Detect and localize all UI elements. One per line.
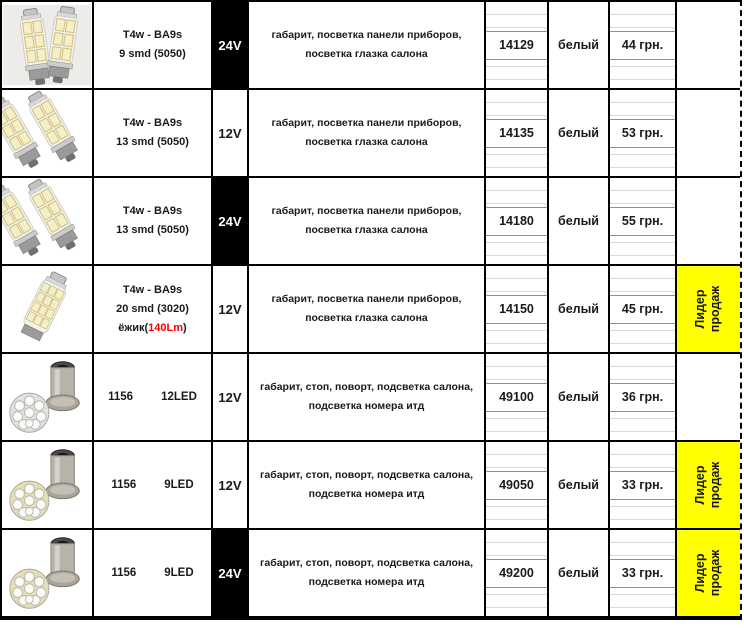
description-line: габарит, посветка панели приборов,	[271, 29, 462, 41]
leader-badge	[694, 550, 724, 596]
led-bulb-photo	[2, 267, 92, 351]
product-name-cell[interactable]	[94, 530, 213, 616]
description-cell[interactable]	[249, 266, 486, 352]
description-cell[interactable]	[249, 90, 486, 176]
description-cell[interactable]	[249, 442, 486, 528]
led-bulb-photo	[2, 91, 92, 175]
description-line: посветка глазка салона	[305, 48, 428, 60]
product-photo-cell[interactable]	[2, 90, 94, 176]
table-row	[2, 266, 740, 354]
product-model: T4w - BA9s	[122, 29, 183, 41]
voltage-label: 12V	[218, 477, 242, 493]
article-number: 49050	[499, 478, 534, 492]
product-name-cell[interactable]	[94, 442, 213, 528]
leader-badge	[694, 286, 724, 332]
article-value-box	[486, 471, 547, 500]
color-label: белый	[558, 566, 599, 580]
price-value-box	[610, 119, 675, 148]
price-value-box	[610, 471, 675, 500]
note-prefix: ёжик(	[118, 321, 149, 334]
price-value-box	[610, 207, 675, 236]
leader-cell[interactable]	[677, 178, 740, 264]
product-spec: 13 smd (5050)	[116, 136, 189, 148]
description-line: габарит, посветка панели приборов,	[271, 117, 462, 129]
product-spec: 20 smd (3020)	[116, 302, 189, 315]
description-line: подсветка номера итд	[308, 400, 425, 412]
description-line: подсветка номера итд	[308, 576, 425, 588]
led-count: 12LED	[161, 391, 197, 403]
article-number: 14150	[499, 302, 534, 316]
led-bulb-photo	[2, 443, 92, 527]
product-spec: 9 smd (5050)	[119, 48, 186, 60]
price-cell[interactable]	[610, 442, 677, 528]
color-label: белый	[558, 38, 599, 52]
led-bulb-photo	[2, 531, 92, 615]
price-cell[interactable]	[610, 2, 677, 88]
led-bulb-photo	[2, 355, 92, 439]
note-lumens: 140Lm	[148, 321, 184, 334]
description-line: габарит, стоп, поворт, подсветка салона,	[260, 557, 473, 569]
product-photo-cell[interactable]	[2, 178, 94, 264]
voltage-cell[interactable]	[213, 442, 249, 528]
article-number: 49200	[499, 566, 534, 580]
voltage-label: 12V	[218, 301, 242, 317]
product-model: T4w - BA9s	[122, 117, 183, 129]
product-photo-cell[interactable]	[2, 266, 94, 352]
product-model	[111, 479, 193, 491]
leader-line: продаж	[708, 461, 723, 509]
price-label: 36 грн.	[621, 390, 664, 404]
article-number: 14135	[499, 126, 534, 140]
color-label: белый	[558, 390, 599, 404]
voltage-label: 12V	[218, 389, 242, 405]
color-label: белый	[558, 214, 599, 228]
article-cell[interactable]	[486, 178, 549, 264]
leader-line: Лидер	[693, 289, 708, 329]
description-line: габарит, посветка панели приборов,	[271, 205, 462, 217]
price-label: 55 грн.	[621, 214, 664, 228]
price-value-box	[610, 295, 675, 324]
voltage-label: 24V	[218, 37, 242, 53]
led-bulb-photo	[2, 179, 92, 263]
table-row	[2, 442, 740, 530]
description-line: габарит, стоп, поворт, подсветка салона,	[260, 469, 473, 481]
article-cell[interactable]	[486, 266, 549, 352]
voltage-cell[interactable]	[213, 354, 249, 440]
voltage-label: 24V	[218, 565, 242, 581]
model-number: 1156	[108, 391, 134, 403]
description-cell[interactable]	[249, 354, 486, 440]
article-value-box	[486, 559, 547, 588]
article-value-box	[486, 207, 547, 236]
color-cell[interactable]	[549, 354, 610, 440]
product-photo-cell[interactable]	[2, 530, 94, 616]
leader-line: Лидер	[693, 465, 708, 505]
leader-cell[interactable]	[677, 442, 740, 528]
price-cell[interactable]	[610, 354, 677, 440]
leader-cell[interactable]	[677, 2, 740, 88]
table-row	[2, 178, 740, 266]
product-name-cell[interactable]	[94, 2, 213, 88]
product-model: T4w - BA9s	[122, 283, 183, 296]
leader-badge	[694, 462, 724, 508]
led-count: 9LED	[164, 479, 194, 491]
voltage-cell[interactable]	[213, 178, 249, 264]
description-line: посветка глазка салона	[305, 136, 428, 148]
model-number: 1156	[111, 479, 137, 491]
article-value-box	[486, 383, 547, 412]
price-label: 45 грн.	[621, 302, 664, 316]
color-cell[interactable]	[549, 2, 610, 88]
article-cell[interactable]	[486, 354, 549, 440]
table-row	[2, 354, 740, 442]
voltage-cell[interactable]	[213, 530, 249, 616]
product-model: T4w - BA9s	[122, 205, 183, 217]
article-number: 49100	[499, 390, 534, 404]
leader-cell[interactable]	[677, 530, 740, 616]
leader-cell[interactable]	[677, 90, 740, 176]
color-label: белый	[558, 302, 599, 316]
article-value-box	[486, 119, 547, 148]
color-label: белый	[558, 478, 599, 492]
article-number: 14180	[499, 214, 534, 228]
article-cell[interactable]	[486, 90, 549, 176]
price-cell[interactable]	[610, 178, 677, 264]
color-cell[interactable]	[549, 178, 610, 264]
table-row	[2, 2, 740, 90]
color-cell[interactable]	[549, 266, 610, 352]
led-bulb-photo	[2, 3, 92, 87]
price-value-box	[610, 31, 675, 60]
led-count: 9LED	[164, 567, 194, 579]
description-cell[interactable]	[249, 530, 486, 616]
leader-cell[interactable]	[677, 266, 740, 352]
product-name-cell[interactable]	[94, 354, 213, 440]
color-label: белый	[558, 126, 599, 140]
product-photo-cell[interactable]	[2, 442, 94, 528]
voltage-label: 12V	[218, 125, 242, 141]
product-model	[108, 391, 197, 403]
leader-line: продаж	[708, 549, 723, 597]
color-cell[interactable]	[549, 442, 610, 528]
description-line: габарит, посветка панели приборов,	[271, 293, 462, 305]
table-row	[2, 90, 740, 178]
article-value-box	[486, 295, 547, 324]
price-value-box	[610, 559, 675, 588]
leader-line: продаж	[708, 285, 723, 333]
product-spec: 13 smd (5050)	[116, 224, 189, 236]
voltage-cell[interactable]	[213, 266, 249, 352]
product-photo-cell[interactable]	[2, 354, 94, 440]
description-line: подсветка номера итд	[308, 488, 425, 500]
description-line: посветка глазка салона	[305, 224, 428, 236]
model-number: 1156	[111, 567, 137, 579]
price-label: 33 грн.	[621, 566, 664, 580]
price-cell[interactable]	[610, 530, 677, 616]
price-label: 53 грн.	[621, 126, 664, 140]
description-line: габарит, стоп, поворт, подсветка салона,	[260, 381, 473, 393]
price-label: 44 грн.	[621, 38, 664, 52]
description-cell[interactable]	[249, 178, 486, 264]
description-line: посветка глазка салона	[305, 312, 428, 324]
color-cell[interactable]	[549, 530, 610, 616]
voltage-label: 24V	[218, 213, 242, 229]
product-note	[118, 319, 186, 338]
price-cell[interactable]	[610, 90, 677, 176]
article-cell[interactable]	[486, 530, 549, 616]
description-cell[interactable]	[249, 2, 486, 88]
article-cell[interactable]	[486, 442, 549, 528]
article-number: 14129	[499, 38, 534, 52]
article-value-box	[486, 31, 547, 60]
product-name-cell[interactable]	[94, 178, 213, 264]
product-name-cell[interactable]	[94, 266, 213, 352]
price-label: 33 грн.	[621, 478, 664, 492]
voltage-cell[interactable]	[213, 90, 249, 176]
price-value-box	[610, 383, 675, 412]
leader-line: Лидер	[693, 553, 708, 593]
note-suffix: )	[183, 321, 187, 334]
table-row	[2, 530, 740, 618]
product-photo-cell[interactable]	[2, 2, 94, 88]
color-cell[interactable]	[549, 90, 610, 176]
leader-cell[interactable]	[677, 354, 740, 440]
product-model	[111, 567, 193, 579]
price-cell[interactable]	[610, 266, 677, 352]
article-cell[interactable]	[486, 2, 549, 88]
voltage-cell[interactable]	[213, 2, 249, 88]
product-name-cell[interactable]	[94, 90, 213, 176]
